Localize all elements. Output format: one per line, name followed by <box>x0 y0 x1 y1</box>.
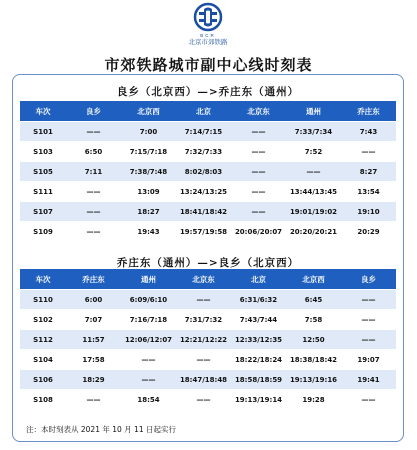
timetable-inbound <box>20 268 396 410</box>
table-cell: S108 <box>20 390 66 409</box>
table-cell: 7:33/7:34 <box>286 122 341 141</box>
table-cell: 19:41 <box>341 370 396 389</box>
table-cell: S103 <box>20 142 66 161</box>
table-cell: S102 <box>20 310 66 329</box>
table-cell: —— <box>341 142 396 161</box>
table-cell: S104 <box>20 350 66 369</box>
table-row <box>20 122 396 141</box>
column-header: 车次 <box>20 101 66 121</box>
table-header-row <box>20 269 396 289</box>
table-cell: 19:01/19:02 <box>286 202 341 221</box>
table-cell: 18:27 <box>121 202 176 221</box>
table-cell: 18:47/18:48 <box>176 370 231 389</box>
column-header: 北京西 <box>286 269 341 289</box>
table-row <box>20 310 396 329</box>
page-title: 市郊铁路城市副中心线时刻表 <box>104 56 313 74</box>
table-cell: —— <box>286 162 341 181</box>
column-header: 北京西 <box>121 101 176 121</box>
table-row <box>20 390 396 409</box>
table-cell: 13:24/13:25 <box>176 182 231 201</box>
table-cell: —— <box>66 222 121 241</box>
table-cell: 7:07 <box>66 310 121 329</box>
table-cell: 11:57 <box>66 330 121 349</box>
table-cell: —— <box>341 290 396 309</box>
column-header: 乔庄东 <box>66 269 121 289</box>
table-cell: —— <box>231 122 286 141</box>
table-cell: 6:31/6:32 <box>231 290 286 309</box>
table-cell: 7:11 <box>66 162 121 181</box>
column-header: 车次 <box>20 269 66 289</box>
table-cell: 7:00 <box>121 122 176 141</box>
table-cell: 12:21/12:22 <box>176 330 231 349</box>
table-cell: —— <box>231 182 286 201</box>
table-cell: 19:28 <box>286 390 341 409</box>
table-cell: 20:06/20:07 <box>231 222 286 241</box>
table-cell: —— <box>121 350 176 369</box>
bcr-logo-icon <box>193 2 223 32</box>
table-cell: 7:43/7:44 <box>231 310 286 329</box>
table-cell: 19:13/19:14 <box>231 390 286 409</box>
table-cell: 18:41/18:42 <box>176 202 231 221</box>
column-header: 良乡 <box>66 101 121 121</box>
table-cell: —— <box>176 350 231 369</box>
table-cell: 7:15/7:18 <box>121 142 176 161</box>
table-cell: 7:31/7:32 <box>176 310 231 329</box>
table-cell: 20:29 <box>341 222 396 241</box>
table-cell: —— <box>231 142 286 161</box>
table-cell: 19:07 <box>341 350 396 369</box>
table-cell: 12:33/12:35 <box>231 330 286 349</box>
table-header-row <box>20 101 396 121</box>
table-cell: 13:09 <box>121 182 176 201</box>
table-cell: —— <box>341 390 396 409</box>
table-cell: 6:45 <box>286 290 341 309</box>
table-cell: —— <box>66 202 121 221</box>
column-header: 良乡 <box>341 269 396 289</box>
column-header: 北京 <box>231 269 286 289</box>
table-row <box>20 202 396 221</box>
table-cell: 18:58/18:59 <box>231 370 286 389</box>
table-cell: S106 <box>20 370 66 389</box>
table-cell: —— <box>66 182 121 201</box>
table-cell: 19:57/19:58 <box>176 222 231 241</box>
table-cell: —— <box>176 390 231 409</box>
table-cell: 19:13/19:16 <box>286 370 341 389</box>
table-cell: —— <box>121 370 176 389</box>
table-cell: —— <box>341 310 396 329</box>
table-cell: S110 <box>20 290 66 309</box>
timetable-outbound <box>20 100 396 242</box>
table-cell: 7:16/7:18 <box>121 310 176 329</box>
table-cell: 12:50 <box>286 330 341 349</box>
table-row <box>20 330 396 349</box>
table-cell: 8:27 <box>341 162 396 181</box>
table-cell: 18:54 <box>121 390 176 409</box>
table-cell: S109 <box>20 222 66 241</box>
table-cell: —— <box>231 162 286 181</box>
table-cell: 18:29 <box>66 370 121 389</box>
table-row <box>20 350 396 369</box>
table-cell: 12:06/12:07 <box>121 330 176 349</box>
table-cell: 20:20/20:21 <box>286 222 341 241</box>
table-cell: S105 <box>20 162 66 181</box>
table-cell: 8:02/8:03 <box>176 162 231 181</box>
table-cell: 6:00 <box>66 290 121 309</box>
column-header: 北京东 <box>176 269 231 289</box>
table-cell: 7:43 <box>341 122 396 141</box>
table-cell: 13:44/13:45 <box>286 182 341 201</box>
route-title-outbound: 良乡（北京西）—>乔庄东（通州） <box>116 86 300 98</box>
table-row <box>20 142 396 161</box>
table-cell: —— <box>66 390 121 409</box>
table-cell: 6:09/6:10 <box>121 290 176 309</box>
table-row <box>20 162 396 181</box>
table-cell: 19:43 <box>121 222 176 241</box>
table-cell: S111 <box>20 182 66 201</box>
table-cell: 7:14/7:15 <box>176 122 231 141</box>
table-row <box>20 182 396 201</box>
route-title-inbound: 乔庄东（通州）—>良乡（北京西） <box>116 257 300 269</box>
table-cell: 7:32/7:33 <box>176 142 231 161</box>
column-header: 通州 <box>121 269 176 289</box>
column-header: 北京 <box>176 101 231 121</box>
bcr-logo <box>183 2 233 50</box>
table-row <box>20 370 396 389</box>
table-cell: 17:58 <box>66 350 121 369</box>
table-cell: 19:10 <box>341 202 396 221</box>
table-cell: —— <box>231 202 286 221</box>
table-cell: 6:50 <box>66 142 121 161</box>
column-header: 北京东 <box>231 101 286 121</box>
table-cell: —— <box>66 122 121 141</box>
logo-text-en: BCR <box>200 33 216 38</box>
table-cell: 18:38/18:42 <box>286 350 341 369</box>
table-row <box>20 222 396 241</box>
table-cell: S112 <box>20 330 66 349</box>
table-cell: 7:38/7:48 <box>121 162 176 181</box>
column-header: 乔庄东 <box>341 101 396 121</box>
table-cell: 18:22/18:24 <box>231 350 286 369</box>
table-cell: —— <box>341 330 396 349</box>
table-row <box>20 290 396 309</box>
effective-date-note: 注：本时刻表从 2021 年 10 月 11 日起实行 <box>26 425 176 434</box>
table-cell: S101 <box>20 122 66 141</box>
table-cell: 7:58 <box>286 310 341 329</box>
logo-text-cn: 北京市郊铁路 <box>188 38 228 46</box>
table-cell: —— <box>176 290 231 309</box>
column-header: 通州 <box>286 101 341 121</box>
table-cell: 7:52 <box>286 142 341 161</box>
table-cell: 13:54 <box>341 182 396 201</box>
table-cell: S107 <box>20 202 66 221</box>
